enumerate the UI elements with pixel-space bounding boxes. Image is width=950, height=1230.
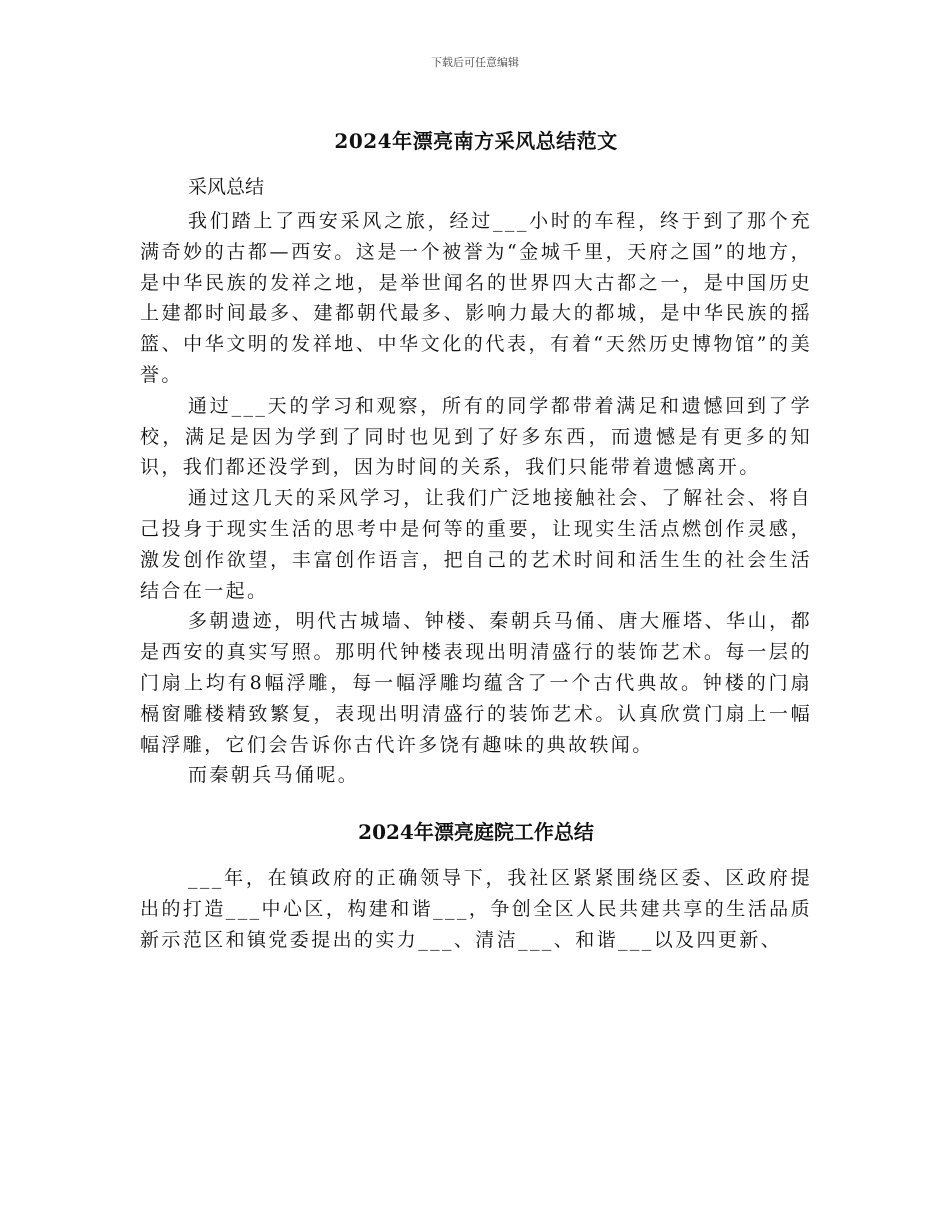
paragraph: 通过这几天的采风学习，让我们广泛地接触社会、了解社会、将自己投身于现实生活的思考中是何等的重要，让现实生活点燃创作灵感，激发创作欲望，丰富创作语言，把自己的艺术时间和活生生的社会生活结合在一起。: [140, 487, 812, 602]
paragraph: 我们踏上了西安采风之旅，经过___小时的车程，终于到了那个充满奇妙的古都—西安。这是一个被誉为“金城千里，天府之国”的地方，是中华民族的发祥之地，是举世闻名的世界四大古都之一，是中国历史上建都时间最多、建都朝代最多、影响力最大的都城，是中华民族的摇篮、中华文明的发祥地、中华文化的代表，有着“天然历史博物馆”的美誉。: [140, 210, 812, 386]
document-body: [140, 124, 812, 956]
section-2-title: 2024年漂亮庭院工作总结: [358, 820, 594, 845]
section-subheading: 采风总结: [188, 176, 265, 198]
document-title: 2024年漂亮南方采风总结范文: [334, 129, 618, 153]
paragraph: 多朝遗迹，明代古城墙、钟楼、秦朝兵马俑、唐大雁塔、华山，都是西安的真实写照。那明代钟楼表现出明清盛行的装饰艺术。每一层的门扇上均有8幅浮雕，每一幅浮雕均蕴含了一个古代典故。钟楼的门扇槅窗雕楼精致繁复，表现出明清盛行的装饰艺术。认真欣赏门扇上一幅幅浮雕，它们会告诉你古代许多饶有趣味的典故轶闻。: [140, 610, 812, 756]
header-note: 下载后可任意编辑: [431, 56, 519, 69]
paragraph: 而秦朝兵马俑呢。: [188, 764, 360, 787]
paragraph: 通过___天的学习和观察，所有的同学都带着满足和遗憾回到了学校，满足是因为学到了同时也见到了好多东西，而遗憾是有更多的知识，我们都还没学到，因为时间的关系，我们只能带着遗憾离开。: [140, 394, 812, 479]
paragraph: ___年，在镇政府的正确领导下，我社区紧紧围绕区委、区政府提出的打造___中心区，构建和谐___，争创全区人民共建共享的生活品质新示范区和镇党委提出的实力___、清洁___、和谐___以及四更新、: [140, 867, 812, 951]
